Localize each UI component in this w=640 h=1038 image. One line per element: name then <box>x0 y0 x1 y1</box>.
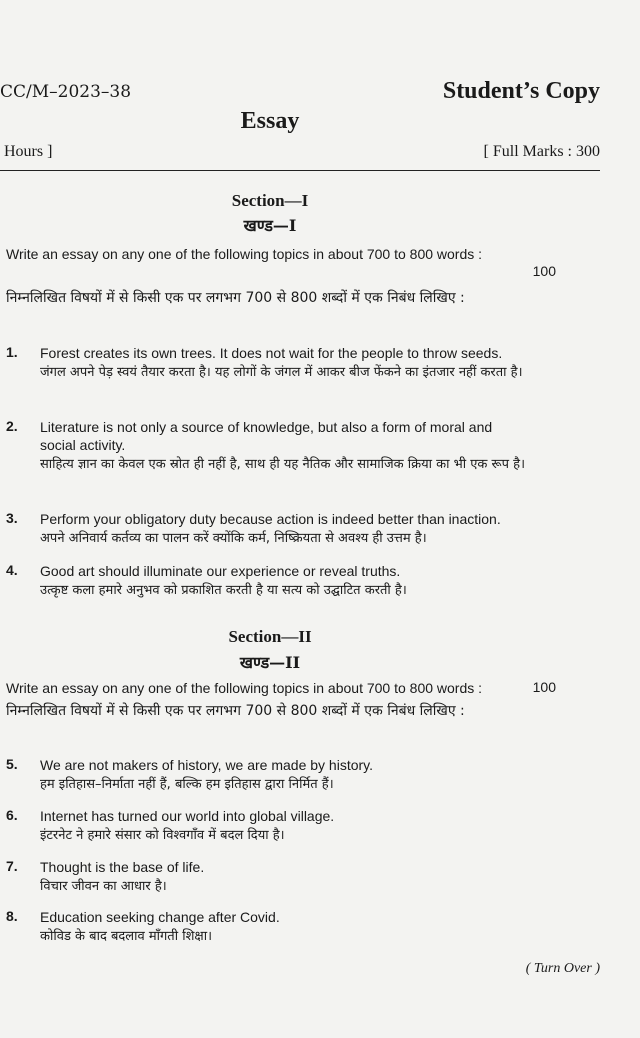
question-text-hindi: इंटरनेट ने हमारे संसार को विश्वगाँव में बदल दिया है। <box>40 828 285 843</box>
section-heading: Section—I <box>231 191 309 210</box>
section-instruction-hindi: निम्नलिखित विषयों में से किसी एक पर लगभग 700 से 800 शब्दों में एक निबंध लिखिए : <box>6 290 465 306</box>
question-item <box>6 858 526 898</box>
question-item <box>6 418 526 476</box>
question-text-hindi: जंगल अपने पेड़ स्वयं तैयार करता है। यह लोगों के जंगल में आकर बीज फेंकने का इंतजार नहीं करता है। <box>40 365 523 380</box>
question-text-hindi: हम इतिहास–निर्माता नहीं हैं, बल्कि हम इतिहास द्वारा निर्मित हैं। <box>40 777 334 792</box>
section-marks: 100 <box>532 263 556 279</box>
question-number: 5. <box>6 756 18 772</box>
copy-label: Student’s Copy <box>442 78 600 104</box>
question-text-hindi: उत्कृष्ट कला हमारे अनुभव को प्रकाशित करती है या सत्य को उद्घाटित करती है। <box>40 583 407 598</box>
turn-over-note: ( Turn Over ) <box>525 961 600 976</box>
instruction-text: Write an essay on any one of the following topics in about 700 to 800 words : <box>6 246 483 262</box>
question-item <box>6 756 526 796</box>
question-item <box>6 562 526 602</box>
question-number: 3. <box>6 510 18 526</box>
paper-code: CC/M–2023–38 <box>0 82 132 102</box>
question-text: Internet has turned our world into global village. <box>40 808 335 824</box>
paper-title: Essay <box>240 108 300 134</box>
section-instruction <box>6 679 496 698</box>
question-text: Education seeking change after Covid. <box>40 909 280 925</box>
question-number: 4. <box>6 562 18 578</box>
question-item <box>6 344 526 384</box>
question-item <box>6 510 526 550</box>
question-number: 2. <box>6 418 18 434</box>
question-text-hindi: विचार जीवन का आधार है। <box>40 879 167 894</box>
question-text: Perform your obligatory duty because action is indeed better than inaction. <box>40 511 501 527</box>
full-marks: [ Full Marks : 300 <box>483 143 600 160</box>
section-instruction-hindi: निम्नलिखित विषयों में से किसी एक पर लगभग 700 से 800 शब्दों में एक निबंध लिखिए : <box>6 703 465 719</box>
section-heading-hindi: खण्ड—II <box>239 653 301 672</box>
time-allowed: Hours ] <box>4 143 53 160</box>
question-text-hindi: साहित्य ज्ञान का केवल एक स्रोत ही नहीं है, साथ ही यह नैतिक और सामाजिक क्रिया का भी एक रूप है। <box>40 457 525 472</box>
question-text: We are not makers of history, we are made by history. <box>40 757 374 773</box>
section-heading-hindi: खण्ड—I <box>243 216 297 235</box>
question-text: Forest creates its own trees. It does not wait for the people to throw seeds. <box>40 345 503 361</box>
question-text: Literature is not only a source of knowledge, but also a form of moral and social activity. <box>40 419 493 453</box>
section-heading: Section—II <box>228 627 312 646</box>
question-text: Thought is the base of life. <box>40 859 205 875</box>
question-text-hindi: अपने अनिवार्य कर्तव्य का पालन करें क्योंकि कर्म, निष्क्रियता से अवश्य ही उत्तम है। <box>40 531 427 546</box>
section-marks: 100 <box>532 679 556 695</box>
question-item <box>6 807 526 847</box>
instruction-text: Write an essay on any one of the following topics in about 700 to 800 words : <box>6 680 483 696</box>
question-number: 1. <box>6 344 18 360</box>
question-number: 7. <box>6 858 18 874</box>
question-number: 8. <box>6 908 18 924</box>
question-text: Good art should illuminate our experience or reveal truths. <box>40 563 401 579</box>
question-text-hindi: कोविड के बाद बदलाव माँगती शिक्षा। <box>40 929 213 944</box>
question-number: 6. <box>6 807 18 823</box>
section-instruction <box>6 245 518 264</box>
header-divider <box>0 170 600 171</box>
question-item <box>6 908 526 948</box>
